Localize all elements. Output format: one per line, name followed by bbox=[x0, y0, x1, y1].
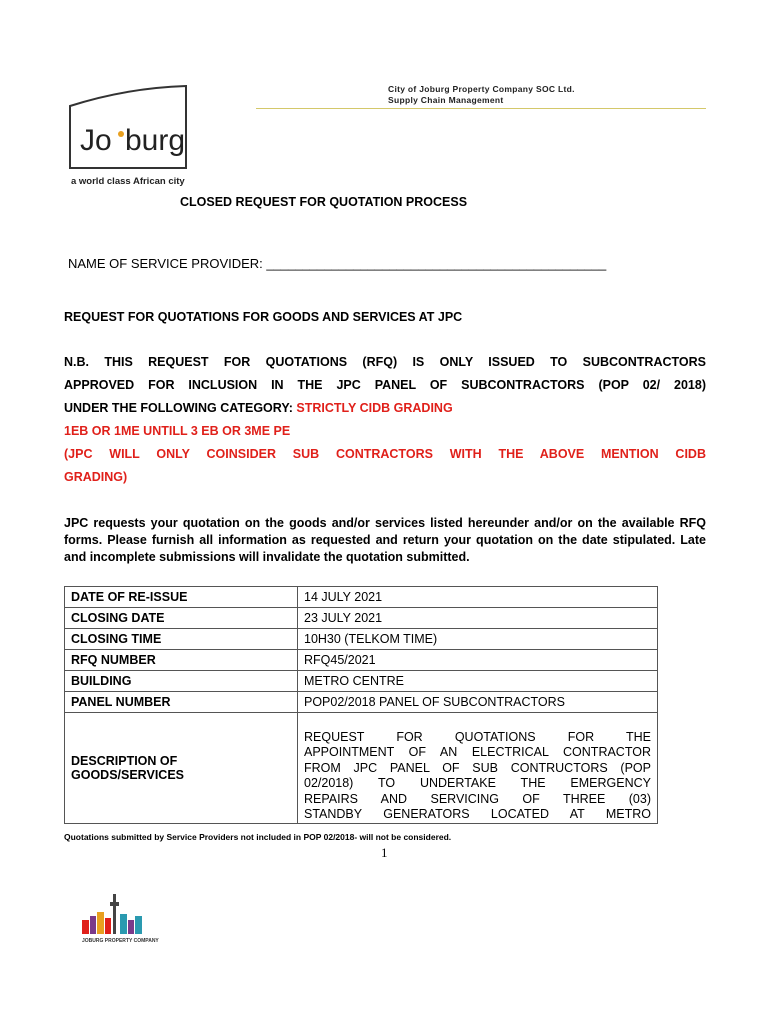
rfq-heading: REQUEST FOR QUOTATIONS FOR GOODS AND SERVICES AT JPC bbox=[64, 310, 463, 324]
table-row bbox=[65, 587, 658, 608]
row-value: RFQ45/2021 bbox=[298, 650, 658, 671]
row-label: RFQ NUMBER bbox=[65, 650, 298, 671]
table-row bbox=[65, 692, 658, 713]
row-label: CLOSING DATE bbox=[65, 608, 298, 629]
row-label: DATE OF RE-ISSUE bbox=[65, 587, 298, 608]
rfq-details-table bbox=[64, 586, 658, 824]
description-line: STANDBY GENERATORS LOCATED AT METRO bbox=[304, 807, 651, 821]
service-provider-label: NAME OF SERVICE PROVIDER: bbox=[68, 256, 267, 271]
nb-line-6: GRADING) bbox=[64, 470, 128, 484]
table-row bbox=[65, 650, 658, 671]
description-line: REPAIRS AND SERVICING OF THREE (03) bbox=[304, 791, 651, 806]
department-name: Supply Chain Management bbox=[388, 95, 504, 105]
description-line: 02/2018) TO UNDERTAKE THE EMERGENCY bbox=[304, 776, 651, 790]
page-number: 1 bbox=[381, 845, 388, 860]
nb-notice bbox=[64, 351, 706, 489]
description-line: REQUEST FOR QUOTATIONS FOR THE bbox=[304, 729, 651, 744]
row-value: 14 JULY 2021 bbox=[298, 587, 658, 608]
description-line: APPOINTMENT OF AN ELECTRICAL CONTRACTOR bbox=[304, 745, 651, 759]
svg-text:burg: burg bbox=[125, 124, 186, 157]
row-label: BUILDING bbox=[65, 671, 298, 692]
row-value: 10H30 (TELKOM TIME) bbox=[298, 629, 658, 650]
nb-line-3 bbox=[64, 397, 706, 420]
description-line: FROM JPC PANEL OF SUB CONTRUCTORS (POP bbox=[304, 760, 651, 775]
description-label bbox=[65, 713, 298, 824]
description-value bbox=[298, 713, 658, 824]
row-value: METRO CENTRE bbox=[298, 671, 658, 692]
table-row-description bbox=[65, 713, 658, 824]
table-row bbox=[65, 629, 658, 650]
row-label: PANEL NUMBER bbox=[65, 692, 298, 713]
table-row bbox=[65, 671, 658, 692]
footer-logo-text: JOBURG PROPERTY COMPANY bbox=[82, 938, 159, 944]
document-title: CLOSED REQUEST FOR QUOTATION PROCESS bbox=[180, 195, 468, 209]
header-divider bbox=[256, 108, 706, 109]
service-provider-field bbox=[68, 256, 606, 271]
intro-paragraph: JPC requests your quotation on the goods and/or services listed hereunder and/or on the available RFQ forms. Please furnish all information as requested and return your quotation on the date stipulated. Late and incomplete submissions will invalidate the quotation submitted. bbox=[64, 516, 706, 564]
nb-line-2: APPROVED FOR INCLUSION IN THE JPC PANEL OF SUBCONTRACTORS (POP 02/ 2018) bbox=[64, 378, 706, 392]
nb-category-value: STRICTLY CIDB GRADING bbox=[296, 401, 453, 415]
company-name: City of Joburg Property Company SOC Ltd. bbox=[388, 84, 575, 94]
service-provider-blank: _______________________________________________ bbox=[266, 256, 607, 271]
description-label-line-2: GOODS/SERVICES bbox=[71, 768, 184, 782]
joburg-property-company-logo bbox=[80, 890, 159, 950]
description-label-line-1: DESCRIPTION OF bbox=[71, 754, 178, 768]
nb-line-1: N.B. THIS REQUEST FOR QUOTATIONS (RFQ) IS ONLY ISSUED TO SUBCONTRACTORS bbox=[64, 355, 706, 369]
description-text bbox=[304, 714, 651, 823]
row-value: 23 JULY 2021 bbox=[298, 608, 658, 629]
nb-grading-range: 1EB OR 1ME UNTILL 3 EB OR 3ME PE bbox=[64, 424, 291, 438]
row-value: POP02/2018 PANEL OF SUBCONTRACTORS bbox=[298, 692, 658, 713]
nb-line-5: (JPC WILL ONLY COINSIDER SUB CONTRACTORS WITH THE ABOVE MENTION CIDB bbox=[64, 447, 706, 461]
svg-text:Jo: Jo bbox=[80, 124, 112, 157]
logo-tagline: a world class African city bbox=[71, 176, 185, 187]
footnote: Quotations submitted by Service Providers not included in POP 02/2018- will not be considered. bbox=[64, 832, 452, 842]
table-row bbox=[65, 608, 658, 629]
company-header bbox=[388, 84, 575, 106]
nb-category-label: UNDER THE FOLLOWING CATEGORY: bbox=[64, 401, 297, 415]
row-label: CLOSING TIME bbox=[65, 629, 298, 650]
